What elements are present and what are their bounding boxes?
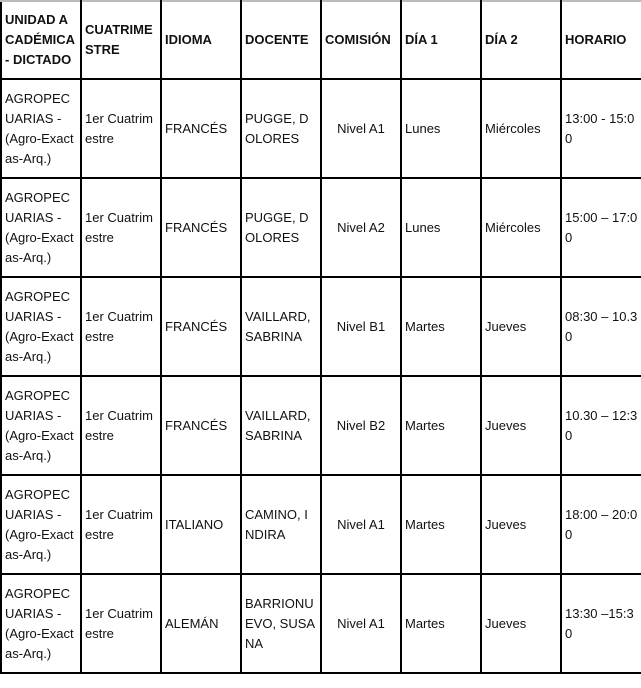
cell-day2: Miércoles	[481, 79, 561, 178]
cell-day2: Miércoles	[481, 178, 561, 277]
cell-day1: Martes	[401, 376, 481, 475]
cell-day1: Martes	[401, 277, 481, 376]
cell-schedule: 13:30 –15:30	[561, 574, 641, 673]
cell-unit: AGROPECUARIAS - (Agro-Exactas-Arq.)	[1, 574, 81, 673]
header-row	[1, 1, 641, 79]
cell-day2: Jueves	[481, 574, 561, 673]
cell-day1: Martes	[401, 475, 481, 574]
cell-language: FRANCÉS	[161, 277, 241, 376]
cell-commission: Nivel B1	[321, 277, 401, 376]
header-day2: DÍA 2	[481, 1, 561, 79]
cell-language: FRANCÉS	[161, 178, 241, 277]
cell-term: 1er Cuatrimestre	[81, 178, 161, 277]
cell-teacher: CAMINO, INDIRA	[241, 475, 321, 574]
header-teacher: DOCENTE	[241, 1, 321, 79]
cell-day2: Jueves	[481, 475, 561, 574]
cell-language: ITALIANO	[161, 475, 241, 574]
header-unit: UNIDAD ACADÉMICA - DICTADO	[1, 1, 81, 79]
cell-day1: Lunes	[401, 178, 481, 277]
cell-unit: AGROPECUARIAS - (Agro-Exactas-Arq.)	[1, 475, 81, 574]
cell-unit: AGROPECUARIAS - (Agro-Exactas-Arq.)	[1, 277, 81, 376]
cell-commission: Nivel B2	[321, 376, 401, 475]
cell-teacher: PUGGE, DOLORES	[241, 79, 321, 178]
cell-teacher: BARRIONUEVO, SUSANA	[241, 574, 321, 673]
cell-unit: AGROPECUARIAS - (Agro-Exactas-Arq.)	[1, 178, 81, 277]
table-row	[1, 79, 641, 178]
cell-teacher: PUGGE, DOLORES	[241, 178, 321, 277]
header-day1: DÍA 1	[401, 1, 481, 79]
cell-term: 1er Cuatrimestre	[81, 79, 161, 178]
cell-day1: Martes	[401, 574, 481, 673]
cell-term: 1er Cuatrimestre	[81, 574, 161, 673]
cell-schedule: 15:00 – 17:00	[561, 178, 641, 277]
cell-day2: Jueves	[481, 277, 561, 376]
cell-unit: AGROPECUARIAS - (Agro-Exactas-Arq.)	[1, 376, 81, 475]
table-row	[1, 277, 641, 376]
cell-commission: Nivel A1	[321, 475, 401, 574]
cell-day2: Jueves	[481, 376, 561, 475]
header-term: CUATRIMESTRE	[81, 1, 161, 79]
table-row	[1, 178, 641, 277]
header-schedule: HORARIO	[561, 1, 641, 79]
cell-commission: Nivel A2	[321, 178, 401, 277]
cell-term: 1er Cuatrimestre	[81, 475, 161, 574]
cell-term: 1er Cuatrimestre	[81, 277, 161, 376]
cell-term: 1er Cuatrimestre	[81, 376, 161, 475]
cell-commission: Nivel A1	[321, 574, 401, 673]
table-row	[1, 475, 641, 574]
cell-commission: Nivel A1	[321, 79, 401, 178]
cell-schedule: 18:00 – 20:00	[561, 475, 641, 574]
cell-unit: AGROPECUARIAS - (Agro-Exactas-Arq.)	[1, 79, 81, 178]
cell-day1: Lunes	[401, 79, 481, 178]
header-commission: COMISIÓN	[321, 1, 401, 79]
cell-language: FRANCÉS	[161, 376, 241, 475]
cell-teacher: VAILLARD, SABRINA	[241, 277, 321, 376]
cell-teacher: VAILLARD, SABRINA	[241, 376, 321, 475]
header-language: IDIOMA	[161, 1, 241, 79]
cell-schedule: 10.30 – 12:30	[561, 376, 641, 475]
table-row	[1, 376, 641, 475]
cell-schedule: 08:30 – 10.30	[561, 277, 641, 376]
cell-schedule: 13:00 - 15:00	[561, 79, 641, 178]
cell-language: ALEMÁN	[161, 574, 241, 673]
cell-language: FRANCÉS	[161, 79, 241, 178]
table-row	[1, 574, 641, 673]
